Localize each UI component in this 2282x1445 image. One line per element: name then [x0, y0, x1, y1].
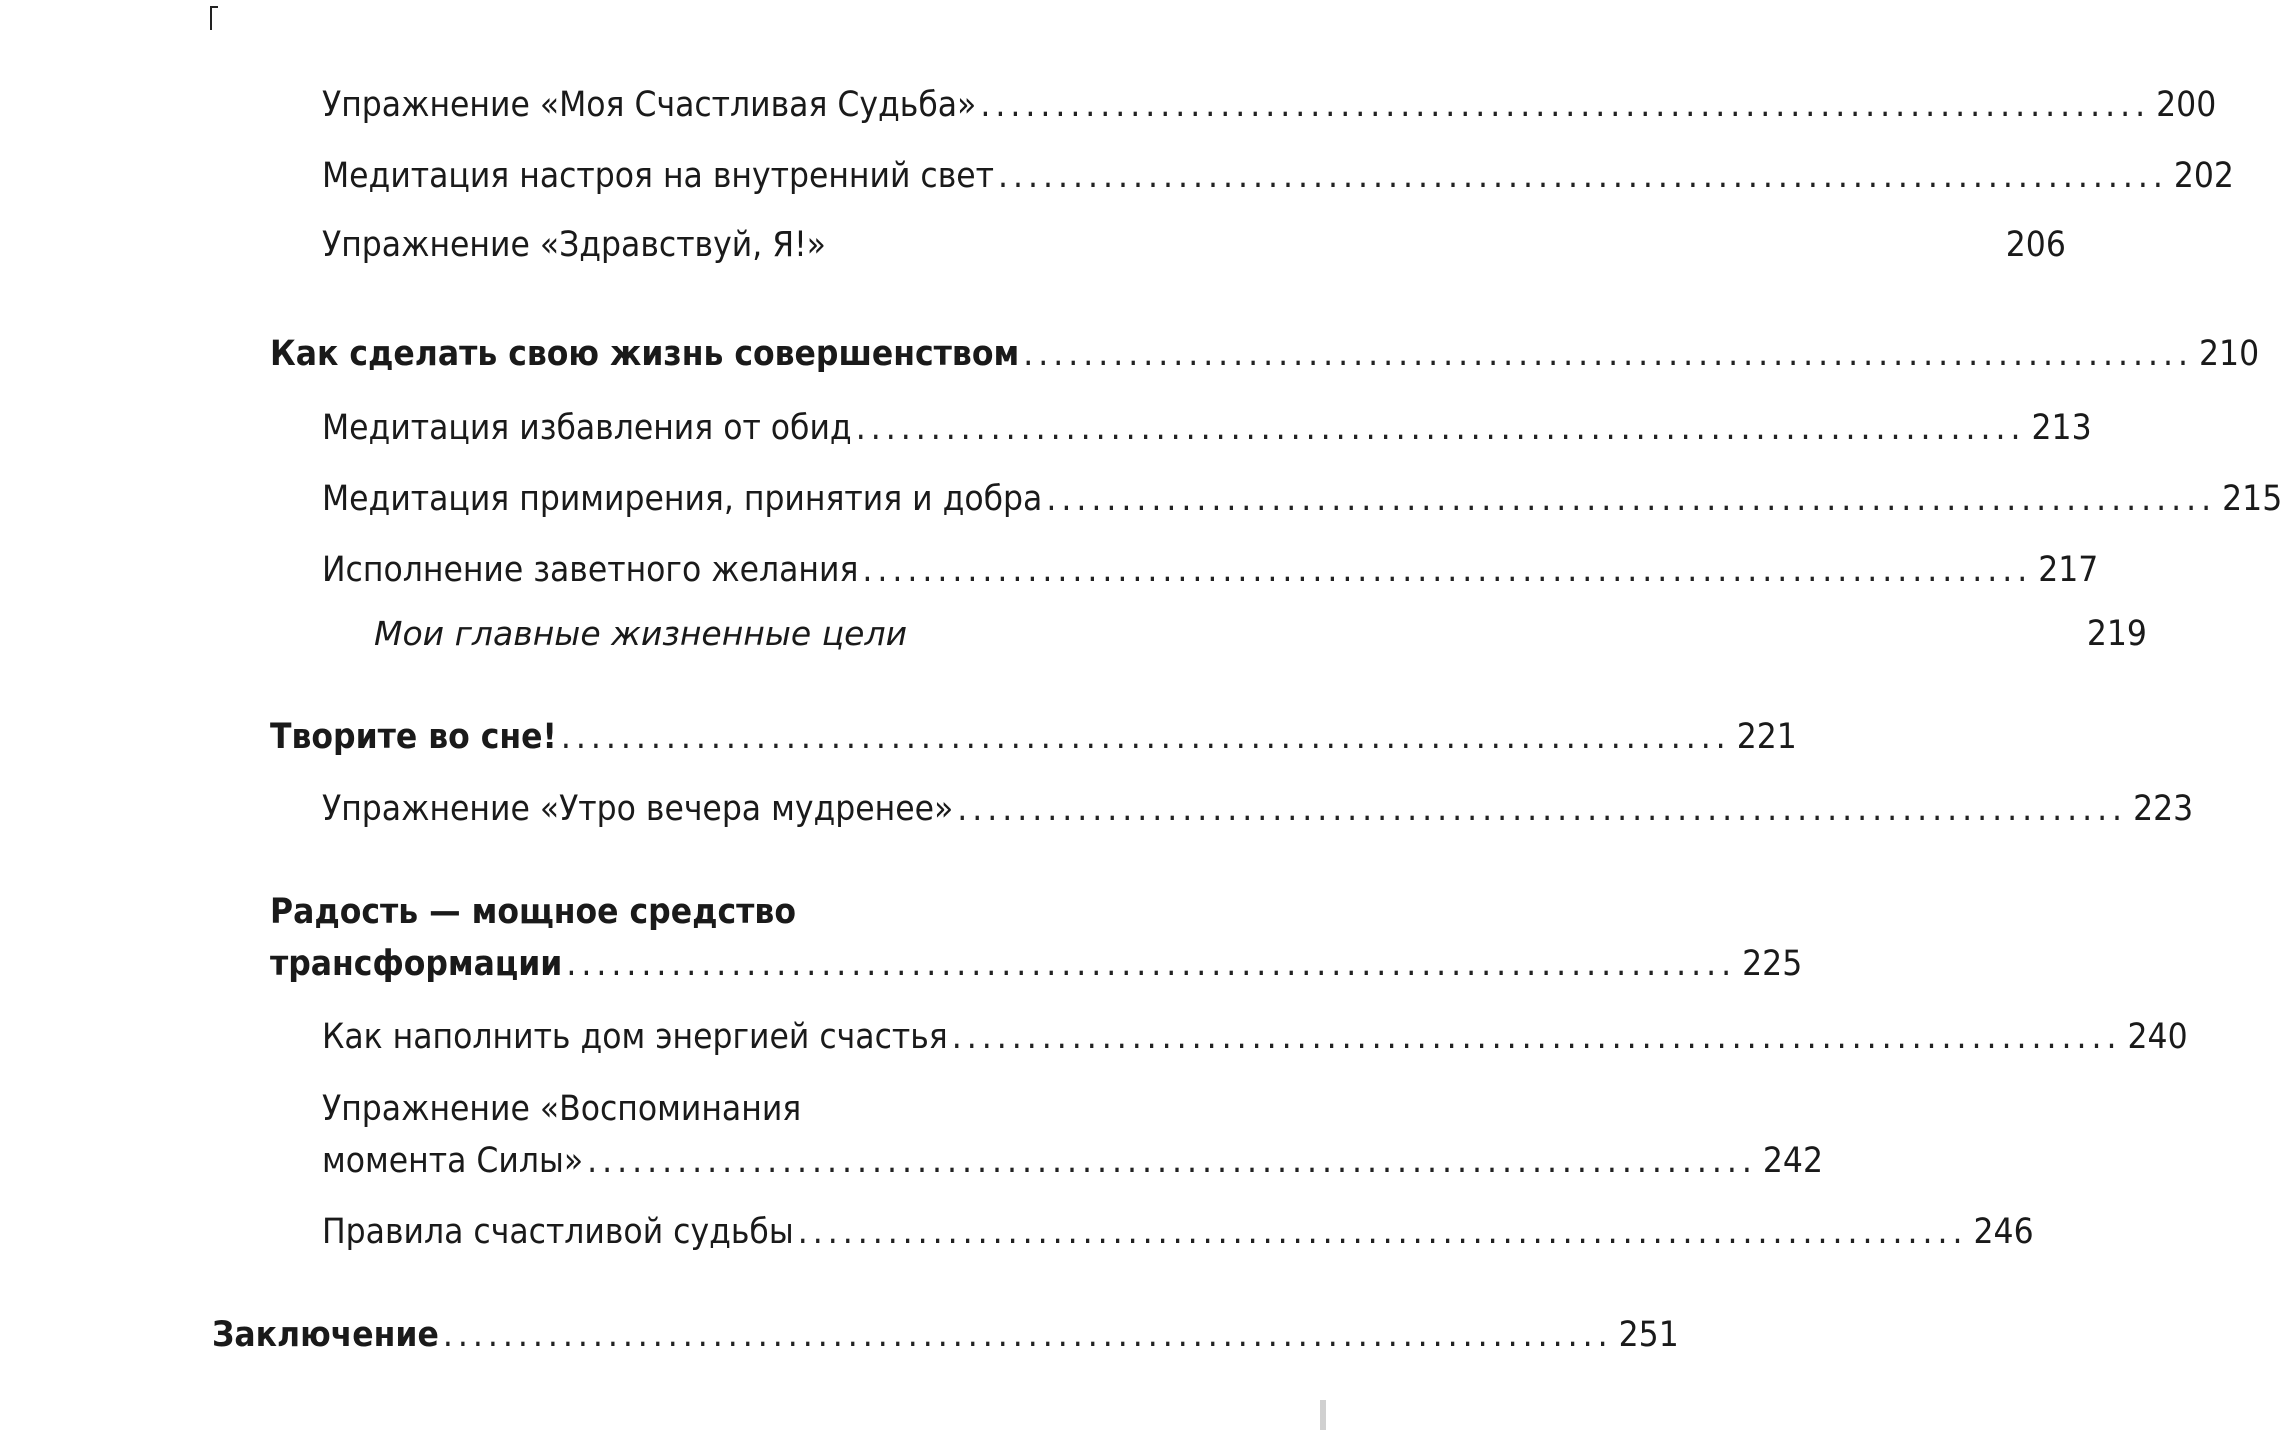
- toc-chapter-entry[interactable]: [212, 1309, 1679, 1361]
- toc-entry-title: Упражнение «Здравствуй, Я!»: [322, 225, 826, 265]
- toc-leader-dots: ..............................................................................: [862, 550, 2033, 590]
- toc-page-number: 240: [2127, 1017, 2188, 1057]
- toc-entry[interactable]: [322, 402, 2092, 454]
- toc-entry-title: Медитация настроя на внутренний свет: [322, 156, 995, 196]
- toc-page-number: 210: [2199, 334, 2260, 374]
- toc-page-number: 221: [1736, 717, 1797, 757]
- toc-leader-dots: [911, 608, 2081, 660]
- toc-page-number: 206: [2005, 225, 2066, 265]
- toc-page-number: 202: [2173, 156, 2234, 196]
- toc-page-number: 251: [1618, 1315, 1679, 1355]
- toc-leader-dots: ..............................................................................: [442, 1315, 1613, 1355]
- toc-entry-title: Правила счастливой судьбы: [322, 1212, 794, 1252]
- toc-leader-dots: ..............................................................................: [1023, 334, 2194, 374]
- toc-page-number: 242: [1762, 1141, 1823, 1181]
- toc-leader-dots: ..............................................................................: [1046, 479, 2217, 519]
- toc-entry[interactable]: [322, 1206, 2034, 1258]
- toc-entry[interactable]: [322, 1011, 2188, 1063]
- toc-entry[interactable]: [322, 473, 2282, 525]
- toc-section-title: Как сделать свою жизнь совершенством: [270, 334, 1020, 374]
- toc-leader-dots: ..............................................................................: [998, 156, 2168, 196]
- book-page: [140, 0, 2282, 1445]
- toc-entry[interactable]: [322, 79, 2217, 131]
- toc-entry-title: Исполнение заветного желания: [322, 550, 859, 590]
- toc-entry-title: Медитация примирения, принятия и добра: [322, 479, 1043, 519]
- toc-entry[interactable]: [322, 544, 2099, 596]
- toc-page-number: 200: [2156, 85, 2217, 125]
- toc-entry-title-line: Упражнение «Воспоминания: [322, 1089, 802, 1129]
- toc-leader-dots: ..............................................................................: [980, 85, 2151, 125]
- toc-page-number: 246: [1973, 1212, 2034, 1252]
- toc-subentry-title: Мои главные жизненные цели: [374, 614, 908, 653]
- toc-section-title: Творите во сне!: [270, 717, 557, 757]
- toc-section-title: трансформации: [270, 944, 563, 984]
- toc-entry[interactable]: [322, 783, 2194, 835]
- toc-leader-dots: ..............................................................................: [957, 789, 2128, 829]
- toc-entry[interactable]: [322, 150, 2234, 202]
- toc-leader-dots: ..............................................................................: [587, 1141, 1757, 1181]
- toc-subentry[interactable]: [374, 608, 2147, 660]
- page-edge-mark: [1320, 1400, 1326, 1430]
- toc-leader-dots: ..............................................................................: [797, 1212, 1968, 1252]
- toc-page-number: 213: [2031, 408, 2092, 448]
- toc-entry-title: момента Силы»: [322, 1141, 584, 1181]
- toc-entry[interactable]: [322, 219, 2066, 271]
- toc-section-entry[interactable]: [270, 711, 1797, 763]
- toc-leader-dots: ..............................................................................: [855, 408, 2026, 448]
- toc-page-number: 219: [2086, 614, 2147, 654]
- toc-leader-dots: ..............................................................................: [560, 717, 1731, 757]
- toc-entry-title: Медитация избавления от обид: [322, 408, 852, 448]
- toc-page-number: 225: [1742, 944, 1803, 984]
- page-corner-mark: [206, 6, 216, 32]
- toc-section-title-line: Радость — мощное средство: [270, 892, 796, 932]
- toc-chapter-title: Заключение: [212, 1315, 439, 1355]
- toc-entry-title: Упражнение «Моя Счастливая Судьба»: [322, 85, 977, 125]
- toc-entry[interactable]: [322, 1135, 1823, 1187]
- toc-leader-dots: ..............................................................................: [566, 944, 1737, 984]
- toc-leader-dots: [830, 219, 2000, 271]
- toc-entry-title: Упражнение «Утро вечера мудренее»: [322, 789, 954, 829]
- toc-leader-dots: ..............................................................................: [951, 1017, 2122, 1057]
- toc-entry-title: Как наполнить дом энергией счастья: [322, 1017, 948, 1057]
- toc-page-number: 215: [2222, 479, 2282, 519]
- toc-page-number: 223: [2133, 789, 2194, 829]
- toc-section-entry[interactable]: [270, 938, 1803, 990]
- toc-section-entry[interactable]: [270, 328, 2260, 380]
- toc-page-number: 217: [2038, 550, 2099, 590]
